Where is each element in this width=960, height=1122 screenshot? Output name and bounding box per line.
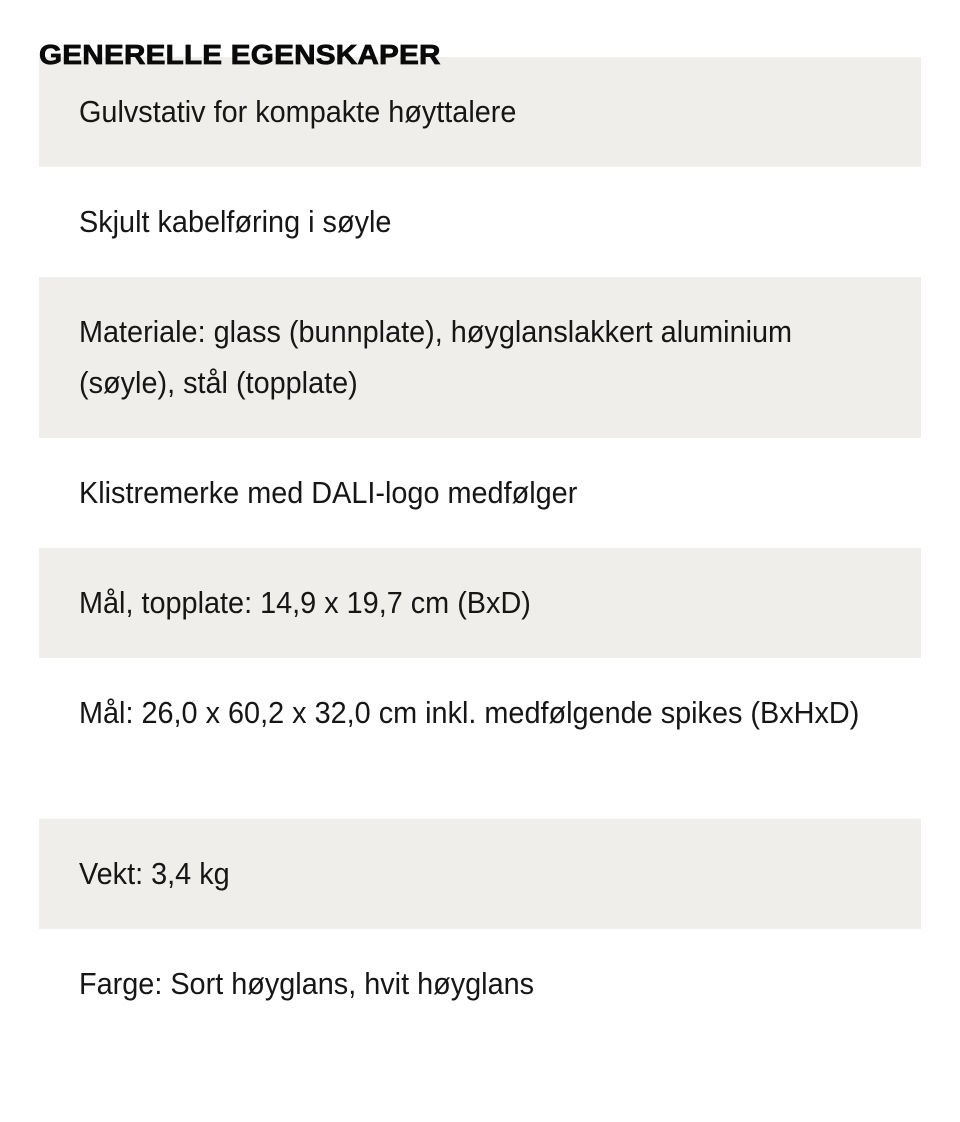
property-text: Mål, topplate: 14,9 x 19,7 cm (BxD) [79,585,531,620]
section-heading: GENERELLE EGENSKAPER [39,39,441,70]
general-properties-section [39,0,921,1039]
property-text: Skjult kabelføring i søyle [79,204,392,239]
property-item-dimensions [39,658,921,819]
property-text: Klistremerke med DALI-logo medfølger [79,475,578,510]
property-item-material [39,277,921,438]
property-text: Mål: 26,0 x 60,2 x 32,0 cm inkl. medfølgende spikes (BxHxD) [79,695,860,730]
property-item-top-plate-dimensions [39,548,921,658]
property-text: Materiale: glass (bunnplate), høyglanslakkert aluminium (søyle), stål (topplate) [79,314,793,400]
properties-list [39,57,921,1039]
property-text: Farge: Sort høyglans, hvit høyglans [79,966,535,1001]
property-item-floor-stand [39,57,921,167]
property-item-weight [39,819,921,929]
property-text: Vekt: 3,4 kg [79,856,230,891]
property-item-cable-routing [39,167,921,277]
property-text: Gulvstativ for kompakte høyttalere [79,94,517,129]
property-item-color [39,929,921,1039]
property-item-logo-sticker [39,438,921,548]
